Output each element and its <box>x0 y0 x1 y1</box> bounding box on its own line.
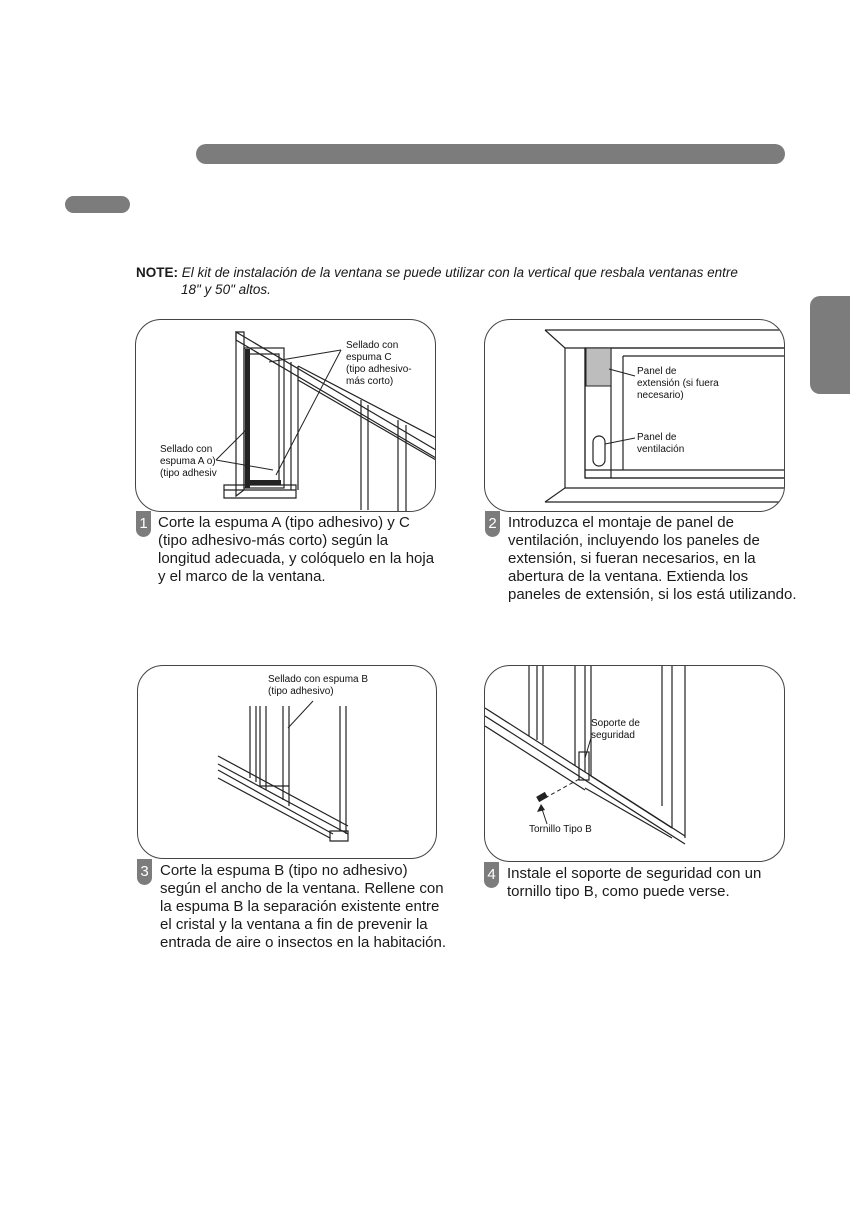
step3-illustration <box>137 665 437 859</box>
step1-label-foam-c: Sellado con espuma C (tipo adhesivo- más corto) <box>346 340 412 387</box>
section-pill <box>65 196 130 213</box>
side-tab <box>810 296 850 394</box>
step1-label-foam-a: Sellado con espuma A o) (tipo adhesiv <box>160 444 217 479</box>
step4-label-screw: Tornillo Tipo B <box>529 824 592 835</box>
header-bar <box>196 144 785 164</box>
step2-label-extension: Panel de extensión (si fuera necesario) <box>637 366 719 401</box>
step2-label-vent: Panel de ventilación <box>637 432 685 455</box>
note-text-line2: 18" y 50" altos. <box>181 282 271 297</box>
note-label: NOTE <box>136 265 174 280</box>
step1-number: 1 <box>136 511 151 537</box>
step1-text: Corte la espuma A (tipo adhesivo) y C (tipo adhesivo-más corto) según la longitud adecuada, y colóquelo en la hoja y el marco de la ventana. <box>158 514 435 585</box>
step1-illustration <box>135 319 436 512</box>
step2-vent-drawing <box>485 320 784 511</box>
step4-number: 4 <box>484 862 499 888</box>
step2-number: 2 <box>485 511 500 537</box>
note-text-line1: El kit de instalación de la ventana se puede utilizar con la vertical que resbala ventanas entre <box>181 265 738 280</box>
step4-illustration <box>484 665 785 862</box>
step4-text: Instale el soporte de seguridad con un tornillo tipo B, como puede verse. <box>507 865 762 900</box>
note: NOTE: El kit de instalación de la ventana se puede utilizar con la vertical que resbala ventanas entre 18" y 50" altos. <box>136 264 776 298</box>
step3-label-foam-b: Sellado con espuma B (tipo adhesivo) <box>268 674 369 697</box>
step3-number: 3 <box>137 859 152 885</box>
step4-label-bracket: Soporte de seguridad <box>591 718 640 741</box>
step3-text: Corte la espuma B (tipo no adhesivo) según el ancho de la ventana. Rellene con la espuma B la separación existente entre el cristal y la ventana a fin de prevenir la entrada de aire o insectos en la habitación. <box>160 862 447 951</box>
step2-text: Introduzca el montaje de panel de ventilación, incluyendo los paneles de extensión, si fueran necesarios, en la abertura de la ventana. Extienda los paneles de extensión, si los está utilizando. <box>508 514 797 603</box>
step2-illustration <box>484 319 785 512</box>
